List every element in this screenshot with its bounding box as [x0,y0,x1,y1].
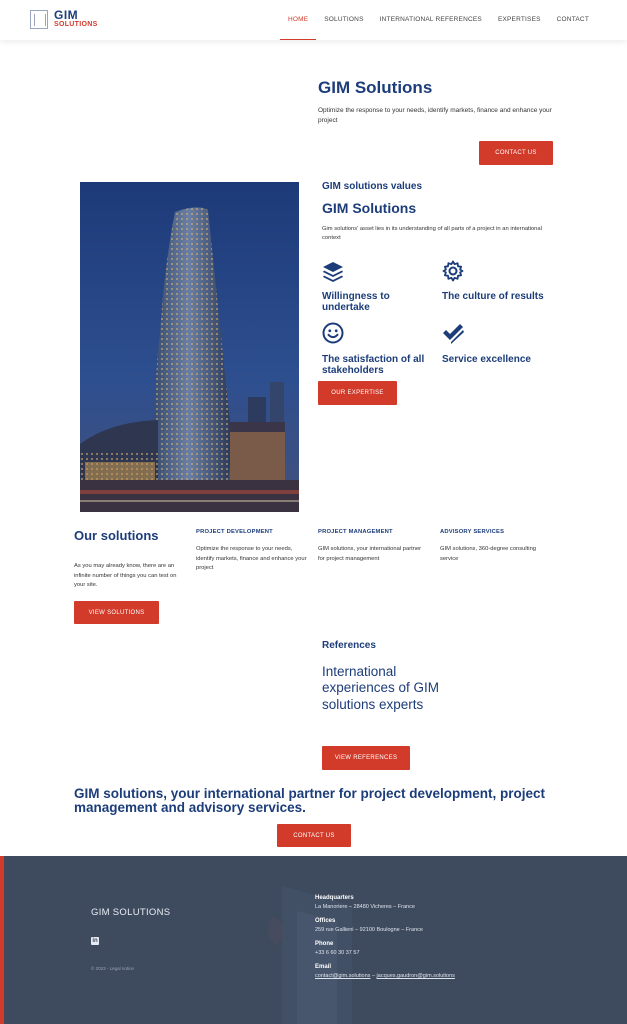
our-expertise-button[interactable]: OUR EXPERTISE [318,381,397,405]
col-text-advisory-services: GIM solutions, 360-degree consulting service [440,546,537,562]
hero-contact-button[interactable]: CONTACT US [479,141,553,165]
solutions-title: Our solutions [74,528,159,543]
values-subtitle: GIM solutions values [322,181,423,192]
logo-text-gim: GIM [54,8,79,22]
tagline-contact-button[interactable]: CONTACT US [277,824,351,847]
references-headline: International experiences of GIM solutions experts [322,664,440,712]
col-head-advisory-services[interactable]: ADVISORY SERVICES [440,529,505,535]
smile-icon [322,322,344,344]
site-logo[interactable] [30,9,110,31]
footer-copyright[interactable]: © 2023 - Legal notice [91,966,134,971]
footer-brand: GIM SOLUTIONS [91,907,171,918]
footer-hq-heading: Headquarters [315,895,354,901]
values-text: Gim solutions' asset lies in its understanding of all parts of a project in an international context [322,226,542,242]
value-label-willingness: Willingness to undertake [322,291,390,313]
view-references-button[interactable]: VIEW REFERENCES [322,746,410,770]
nav-item-expertises[interactable]: EXPERTISES [497,16,541,23]
hero-text: Optimize the response to your needs, identify markets, finance and enhance your project [318,107,552,125]
footer-hq-address: La Manoriere – 28480 Vicheres – France [315,904,415,910]
hero-title: GIM Solutions [318,78,433,97]
tagline: GIM solutions, your international partner for project development, project management and advisory services. [74,786,546,815]
main-nav [280,0,597,40]
nav-item-international-references[interactable]: INTERNATIONAL REFERENCES [379,16,482,23]
footer-phone-heading: Phone [315,941,334,947]
footer-email-heading: Email [315,964,332,970]
footer-email-jacques-link[interactable]: jacques.gaudron@gim.solutions [376,973,455,979]
site-footer [0,856,627,1024]
linkedin-icon[interactable]: in [92,938,98,944]
solutions-text: As you may already know, there are an infinite number of things you can test on your site. [74,563,177,589]
value-label-culture-results: The culture of results [442,291,544,302]
gear-icon [442,260,464,282]
values-title: GIM Solutions [322,200,417,216]
footer-email-line [315,973,455,979]
value-label-service-excellence: Service excellence [442,354,531,365]
logo-text-solutions: SOLUTIONS [54,21,98,28]
value-label-satisfaction: The satisfaction of all stakeholders [322,354,425,376]
layers-icon [322,260,344,282]
col-text-project-development: Optimize the response to your needs, identify markets, finance and enhance your project [196,546,307,572]
col-head-project-management[interactable]: PROJECT MANAGEMENT [318,529,393,535]
double-check-icon [442,322,464,344]
view-solutions-button[interactable]: VIEW SOLUTIONS [74,601,159,624]
footer-offices-address: 259 rue Gallieni – 92100 Boulogne – France [315,927,423,933]
nav-item-solutions[interactable]: SOLUTIONS [324,16,364,23]
footer-offices-heading: Offices [315,918,336,924]
col-text-project-management: GIM solutions, your international partner for project management [318,546,422,562]
nav-item-contact[interactable]: CONTACT [556,16,589,23]
footer-email-contact-link[interactable]: contact@gim.solutions [315,973,371,979]
footer-email-separator: – [370,973,377,979]
col-head-project-development[interactable]: PROJECT DEVELOPMENT [196,529,273,535]
building-photo [80,182,299,512]
footer-accent-bar [0,856,4,1024]
logo-building-icon [30,10,48,29]
nav-item-home[interactable]: HOME [280,0,316,40]
footer-phone-number[interactable]: +33 6 60 30 37 57 [315,950,360,956]
references-title: References [322,640,376,651]
site-header [0,0,627,40]
